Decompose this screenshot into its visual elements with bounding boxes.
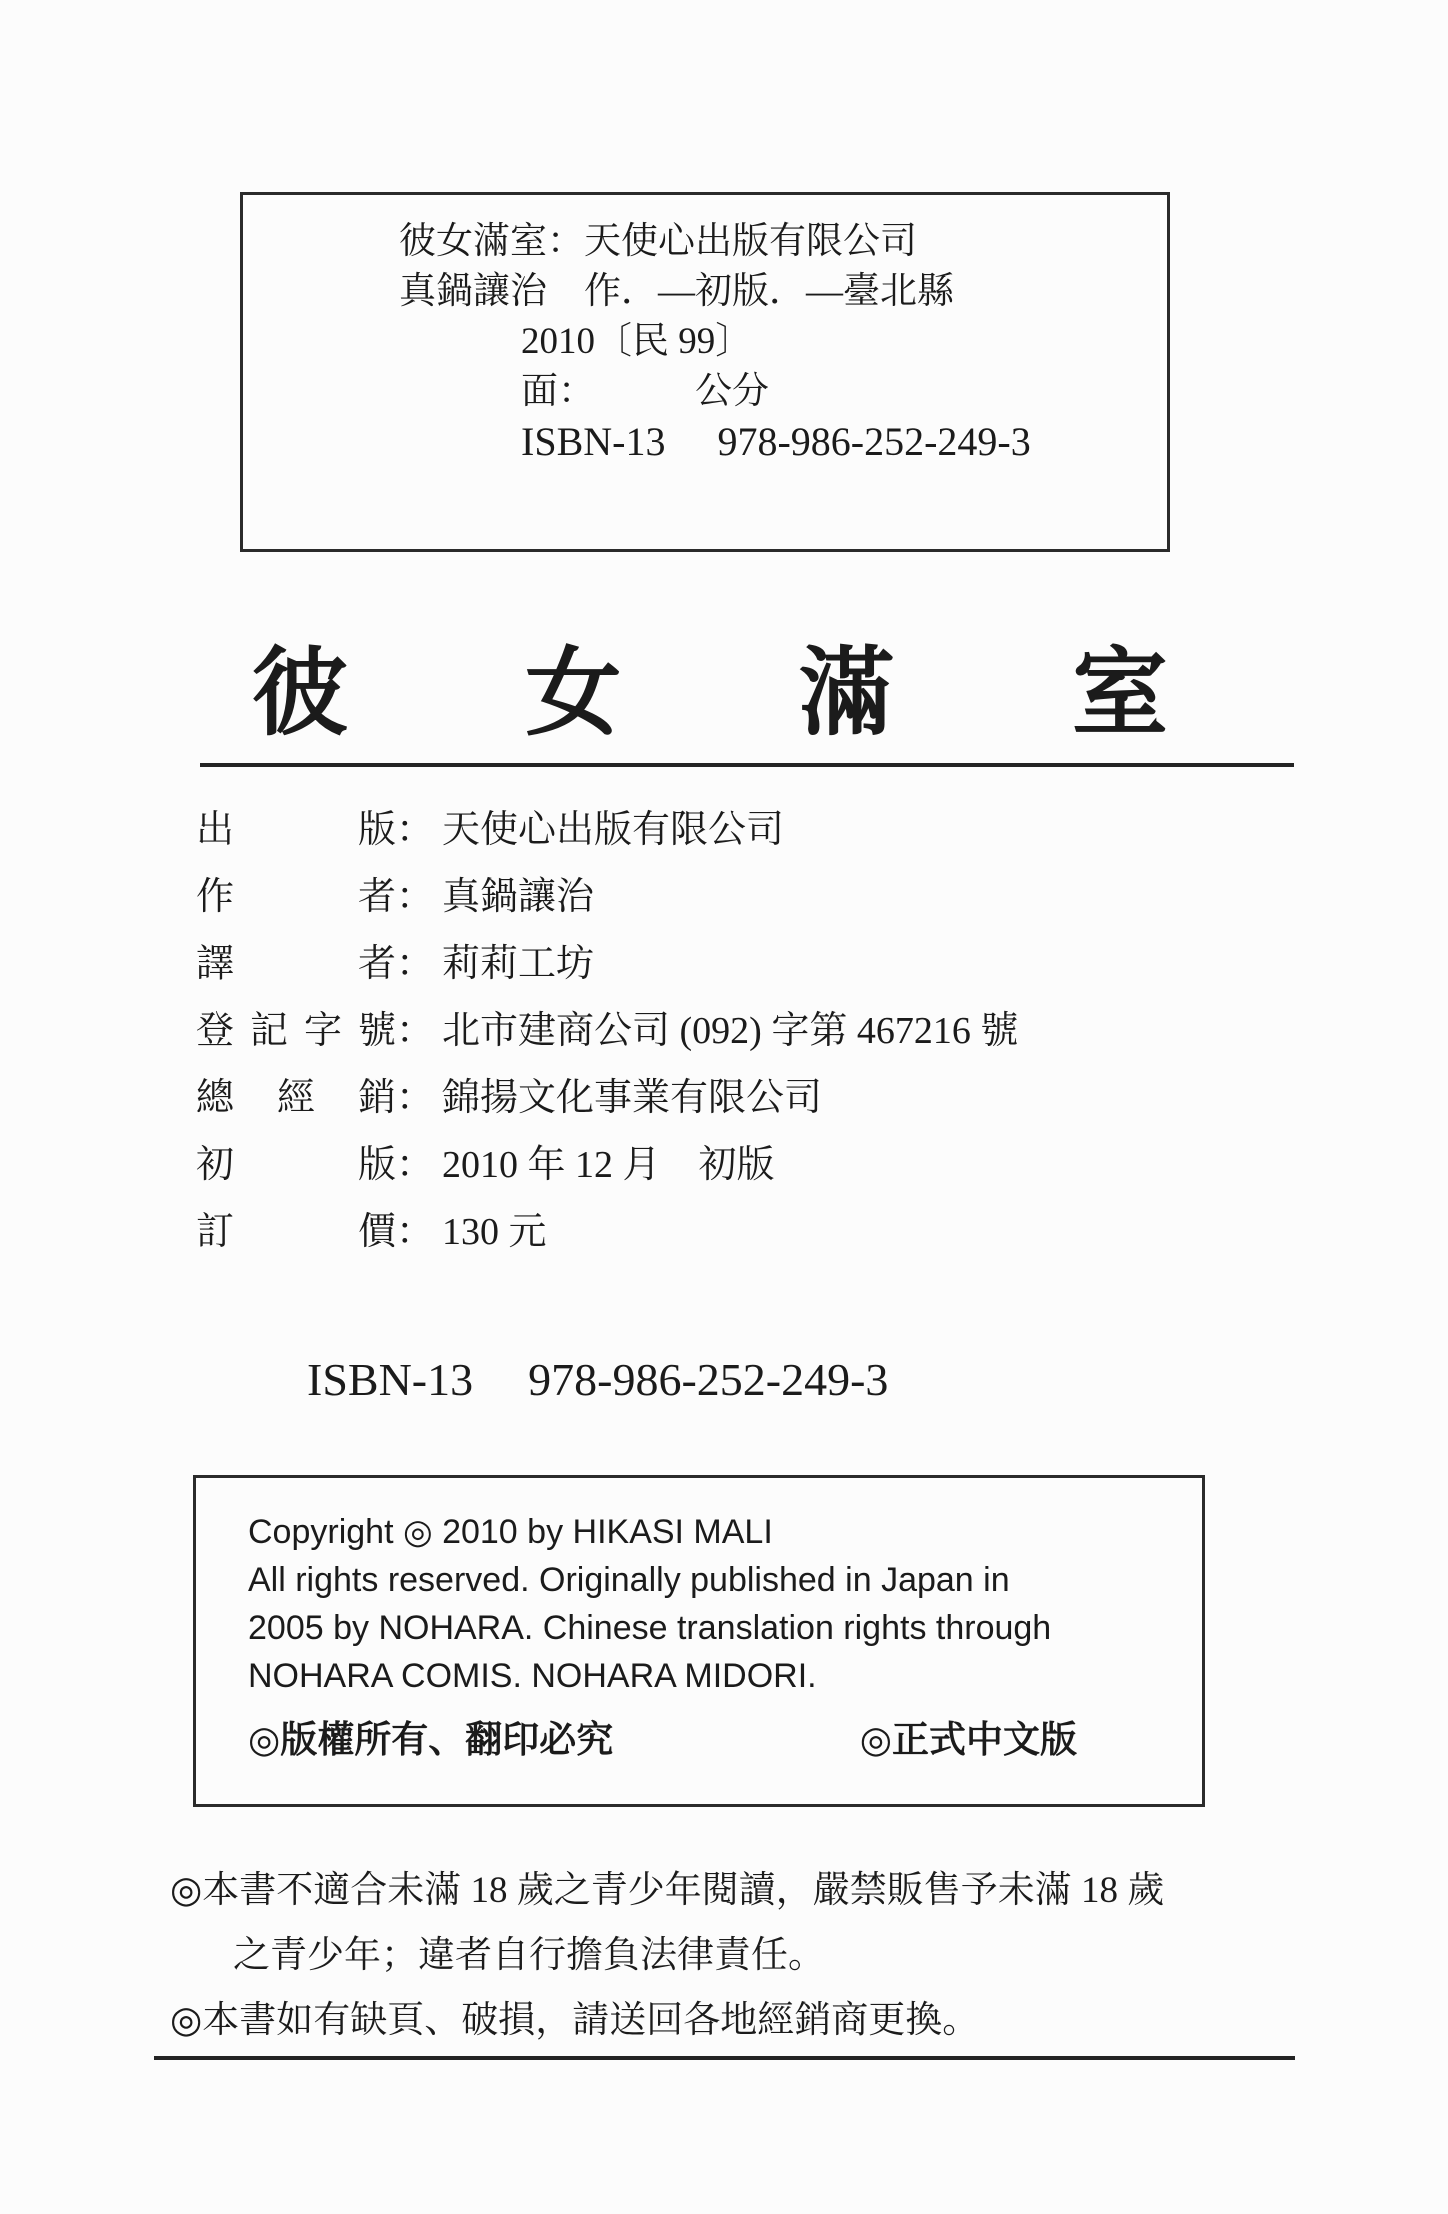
age-restriction-note-line-2: 之青少年；違者自行擔負法律責任。 (233, 1935, 825, 1976)
colon-separator: ： (396, 943, 435, 985)
publication-info (196, 797, 1018, 1266)
edition-row (196, 1132, 1018, 1199)
colon-separator: ： (396, 1010, 435, 1052)
footer-notes (170, 1858, 1350, 2053)
distributor-row (196, 1065, 1018, 1132)
translator-label: 譯者 (196, 943, 396, 985)
edition-value: 2010 年 12 月 初版 (442, 1144, 775, 1186)
cip-title-line: 彼女滿室：天使心出版有限公司 (399, 221, 917, 262)
colon-separator: ： (396, 876, 435, 918)
replacement-note: ◎本書如有缺頁、破損，請送回各地經銷商更換。 (170, 2000, 980, 2041)
author-value: 真鍋讓治 (442, 876, 595, 918)
translator-row (196, 931, 1018, 998)
official-chinese-edition-notice: ◎正式中文版 (859, 1719, 1077, 1760)
copyright-text (196, 1478, 1202, 1700)
age-restriction-note-line-1: ◎本書不適合未滿 18 歲之青少年閱讀，嚴禁販售予未滿 18 歲 (170, 1870, 1165, 1911)
publisher-label: 出版 (196, 809, 396, 851)
isbn-number: 978-986-252-249-3 (528, 1354, 889, 1405)
price-row (196, 1199, 1018, 1266)
price-value: 130 元 (442, 1211, 547, 1253)
publisher-value: 天使心出版有限公司 (442, 809, 785, 851)
copyright-line-4: NOHARA COMIS. NOHARA MIDORI. (248, 1657, 817, 1695)
distributor-label: 總經銷 (196, 1077, 396, 1119)
bottom-divider-rule (154, 2056, 1295, 2060)
copyright-line-2: All rights reserved. Originally published in Japan in (248, 1561, 1010, 1599)
price-label: 訂價 (196, 1211, 396, 1253)
edition-label: 初版 (196, 1144, 396, 1186)
publisher-row (196, 797, 1018, 864)
cip-author-line: 真鍋讓治 作．—初版．—臺北縣 (399, 271, 954, 312)
cip-isbn-number: 978-986-252-249-3 (717, 419, 1031, 464)
translator-value: 莉莉工坊 (442, 943, 595, 985)
colon-separator: ： (396, 1211, 435, 1253)
cip-format-label: 面： (521, 371, 595, 412)
cip-isbn-label: ISBN-13 (521, 419, 666, 464)
colon-separator: ： (396, 1077, 435, 1119)
cip-isbn-line (521, 417, 1167, 467)
colon-separator: ： (396, 1144, 435, 1186)
rights-reserved-notice: ◎版權所有、翻印必究 (248, 1719, 614, 1760)
isbn-line (307, 1352, 888, 1408)
copyright-line-3: 2005 by NOHARA. Chinese translation rights through (248, 1609, 1052, 1647)
author-row (196, 864, 1018, 931)
cip-catalog-box (240, 192, 1170, 552)
book-title: 彼女滿室 (252, 640, 1168, 747)
registration-label: 登記字號 (196, 1010, 396, 1052)
registration-row (196, 998, 1018, 1065)
isbn-label: ISBN-13 (307, 1354, 474, 1405)
distributor-value: 錦揚文化事業有限公司 (442, 1077, 823, 1119)
cip-format-value: 公分 (695, 371, 769, 412)
cip-year-line: 2010〔民 99〕 (521, 321, 753, 362)
rights-notice-row (248, 1716, 1077, 1764)
copyright-box (193, 1475, 1205, 1807)
colon-separator: ： (396, 809, 435, 851)
registration-value: 北市建商公司 (092) 字第 467216 號 (442, 1010, 1019, 1052)
title-divider-rule (200, 763, 1294, 767)
copyright-line-1: Copyright ◎ 2010 by HIKASI MALI (248, 1513, 773, 1551)
cip-format-line (521, 367, 1167, 417)
author-label: 作者 (196, 876, 396, 918)
